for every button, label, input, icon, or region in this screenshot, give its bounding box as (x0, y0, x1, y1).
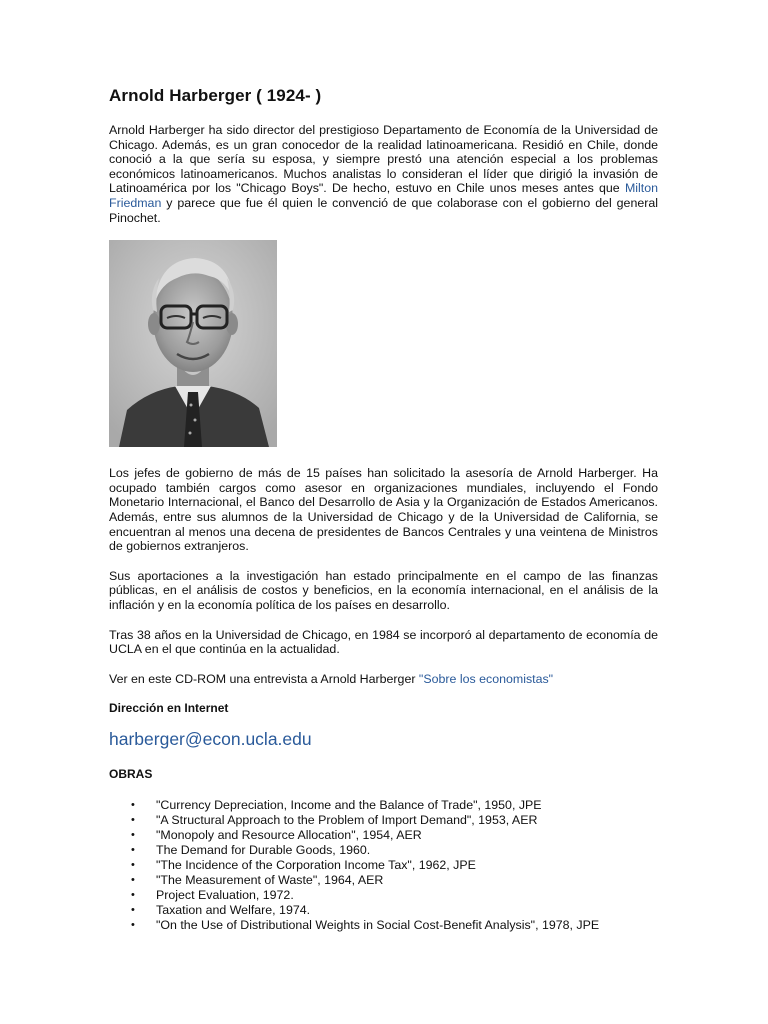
list-item (109, 918, 658, 933)
page-title: Arnold Harberger ( 1924- ) (109, 86, 322, 105)
internet-heading: Dirección en Internet (109, 701, 229, 716)
bullet-icon: • (131, 919, 135, 932)
work-title: "The Incidence of the Corporation Income Tax", 1962, JPE (156, 858, 476, 873)
document-page (109, 86, 658, 933)
work-title: "A Structural Approach to the Problem of Import Demand", 1953, AER (156, 813, 538, 828)
list-item (109, 813, 658, 828)
work-title: Project Evaluation, 1972. (156, 888, 294, 903)
works-list (109, 798, 658, 933)
list-item (109, 888, 658, 903)
bullet-icon: • (131, 889, 135, 902)
bullet-icon: • (131, 874, 135, 887)
intro-text-before: Arnold Harberger ha sido director del prestigioso Departamento de Economía de la Universidad de Chicago. Además, es un gran conocedor de la realidad latinoamericana. Residió en Chile, donde conoció a la que sería su esposa, y siempre prestó una atención especial a los problemas económicos latinoamericanos. Muchos analistas lo consideran el líder que dirigió la invasión de Latinoamérica por los "Chicago Boys". De hecho, estuvo en Chile unos meses antes que (109, 123, 658, 196)
research-paragraph: Sus aportaciones a la investigación han estado principalmente en el campo de las finanzas públicas, en el análisis de costos y beneficios, en la economía internacional, en el análisis de la inflación y en la economía política de los países en desarrollo. (109, 568, 658, 612)
list-item (109, 858, 658, 873)
work-title: The Demand for Durable Goods, 1960. (156, 843, 371, 858)
list-item (109, 798, 658, 813)
list-item (109, 828, 658, 843)
sobre-los-economistas-link[interactable]: "Sobre los economistas" (418, 671, 554, 686)
list-item (109, 873, 658, 888)
work-title: "The Measurement of Waste", 1964, AER (156, 873, 384, 888)
advisory-paragraph: Los jefes de gobierno de más de 15 países han solicitado la asesoría de Arnold Harberger. Ha ocupado también cargos como asesor en organizaciones mundiales, incluyendo el Fondo Monetario Internacional, el Banco del Desarrollo de Asia y la Organización de Estados Americanos. Además, entre sus alumnos de la Universidad de Chicago y de la Universidad de California, se encuentran al menos una decena de presidentes de Bancos Centrales y una veintena de Ministros de gobiernos extranjeros. (109, 466, 658, 554)
cdrom-paragraph (109, 672, 658, 687)
list-item (109, 903, 658, 918)
work-title: "Currency Depreciation, Income and the Balance of Trade", 1950, JPE (156, 798, 542, 813)
cdrom-text: Ver en este CD-ROM una entrevista a Arnold Harberger (109, 671, 419, 686)
portrait-photo (109, 240, 277, 447)
work-title: "Monopoly and Resource Allocation", 1954, AER (156, 828, 422, 843)
bullet-icon: • (131, 904, 135, 917)
bullet-icon: • (131, 829, 135, 842)
intro-paragraph (109, 123, 658, 225)
obras-heading: OBRAS (109, 767, 153, 782)
list-item (109, 843, 658, 858)
bullet-icon: • (131, 799, 135, 812)
email-link[interactable]: harberger@econ.ucla.edu (109, 729, 312, 750)
bullet-icon: • (131, 859, 135, 872)
intro-text-after: y parece que fue él quien le convenció de que colaborase con el gobierno del general Pinochet. (109, 195, 658, 225)
ucla-paragraph: Tras 38 años en la Universidad de Chicago, en 1984 se incorporó al departamento de economía de UCLA en el que continúa en la actualidad. (109, 627, 658, 657)
bullet-icon: • (131, 844, 135, 857)
work-title: "On the Use of Distributional Weights in Social Cost-Benefit Analysis", 1978, JPE (156, 918, 600, 933)
milton-friedman-link[interactable]: Milton Friedman (109, 181, 658, 210)
work-title: Taxation and Welfare, 1974. (156, 903, 311, 918)
bullet-icon: • (131, 814, 135, 827)
